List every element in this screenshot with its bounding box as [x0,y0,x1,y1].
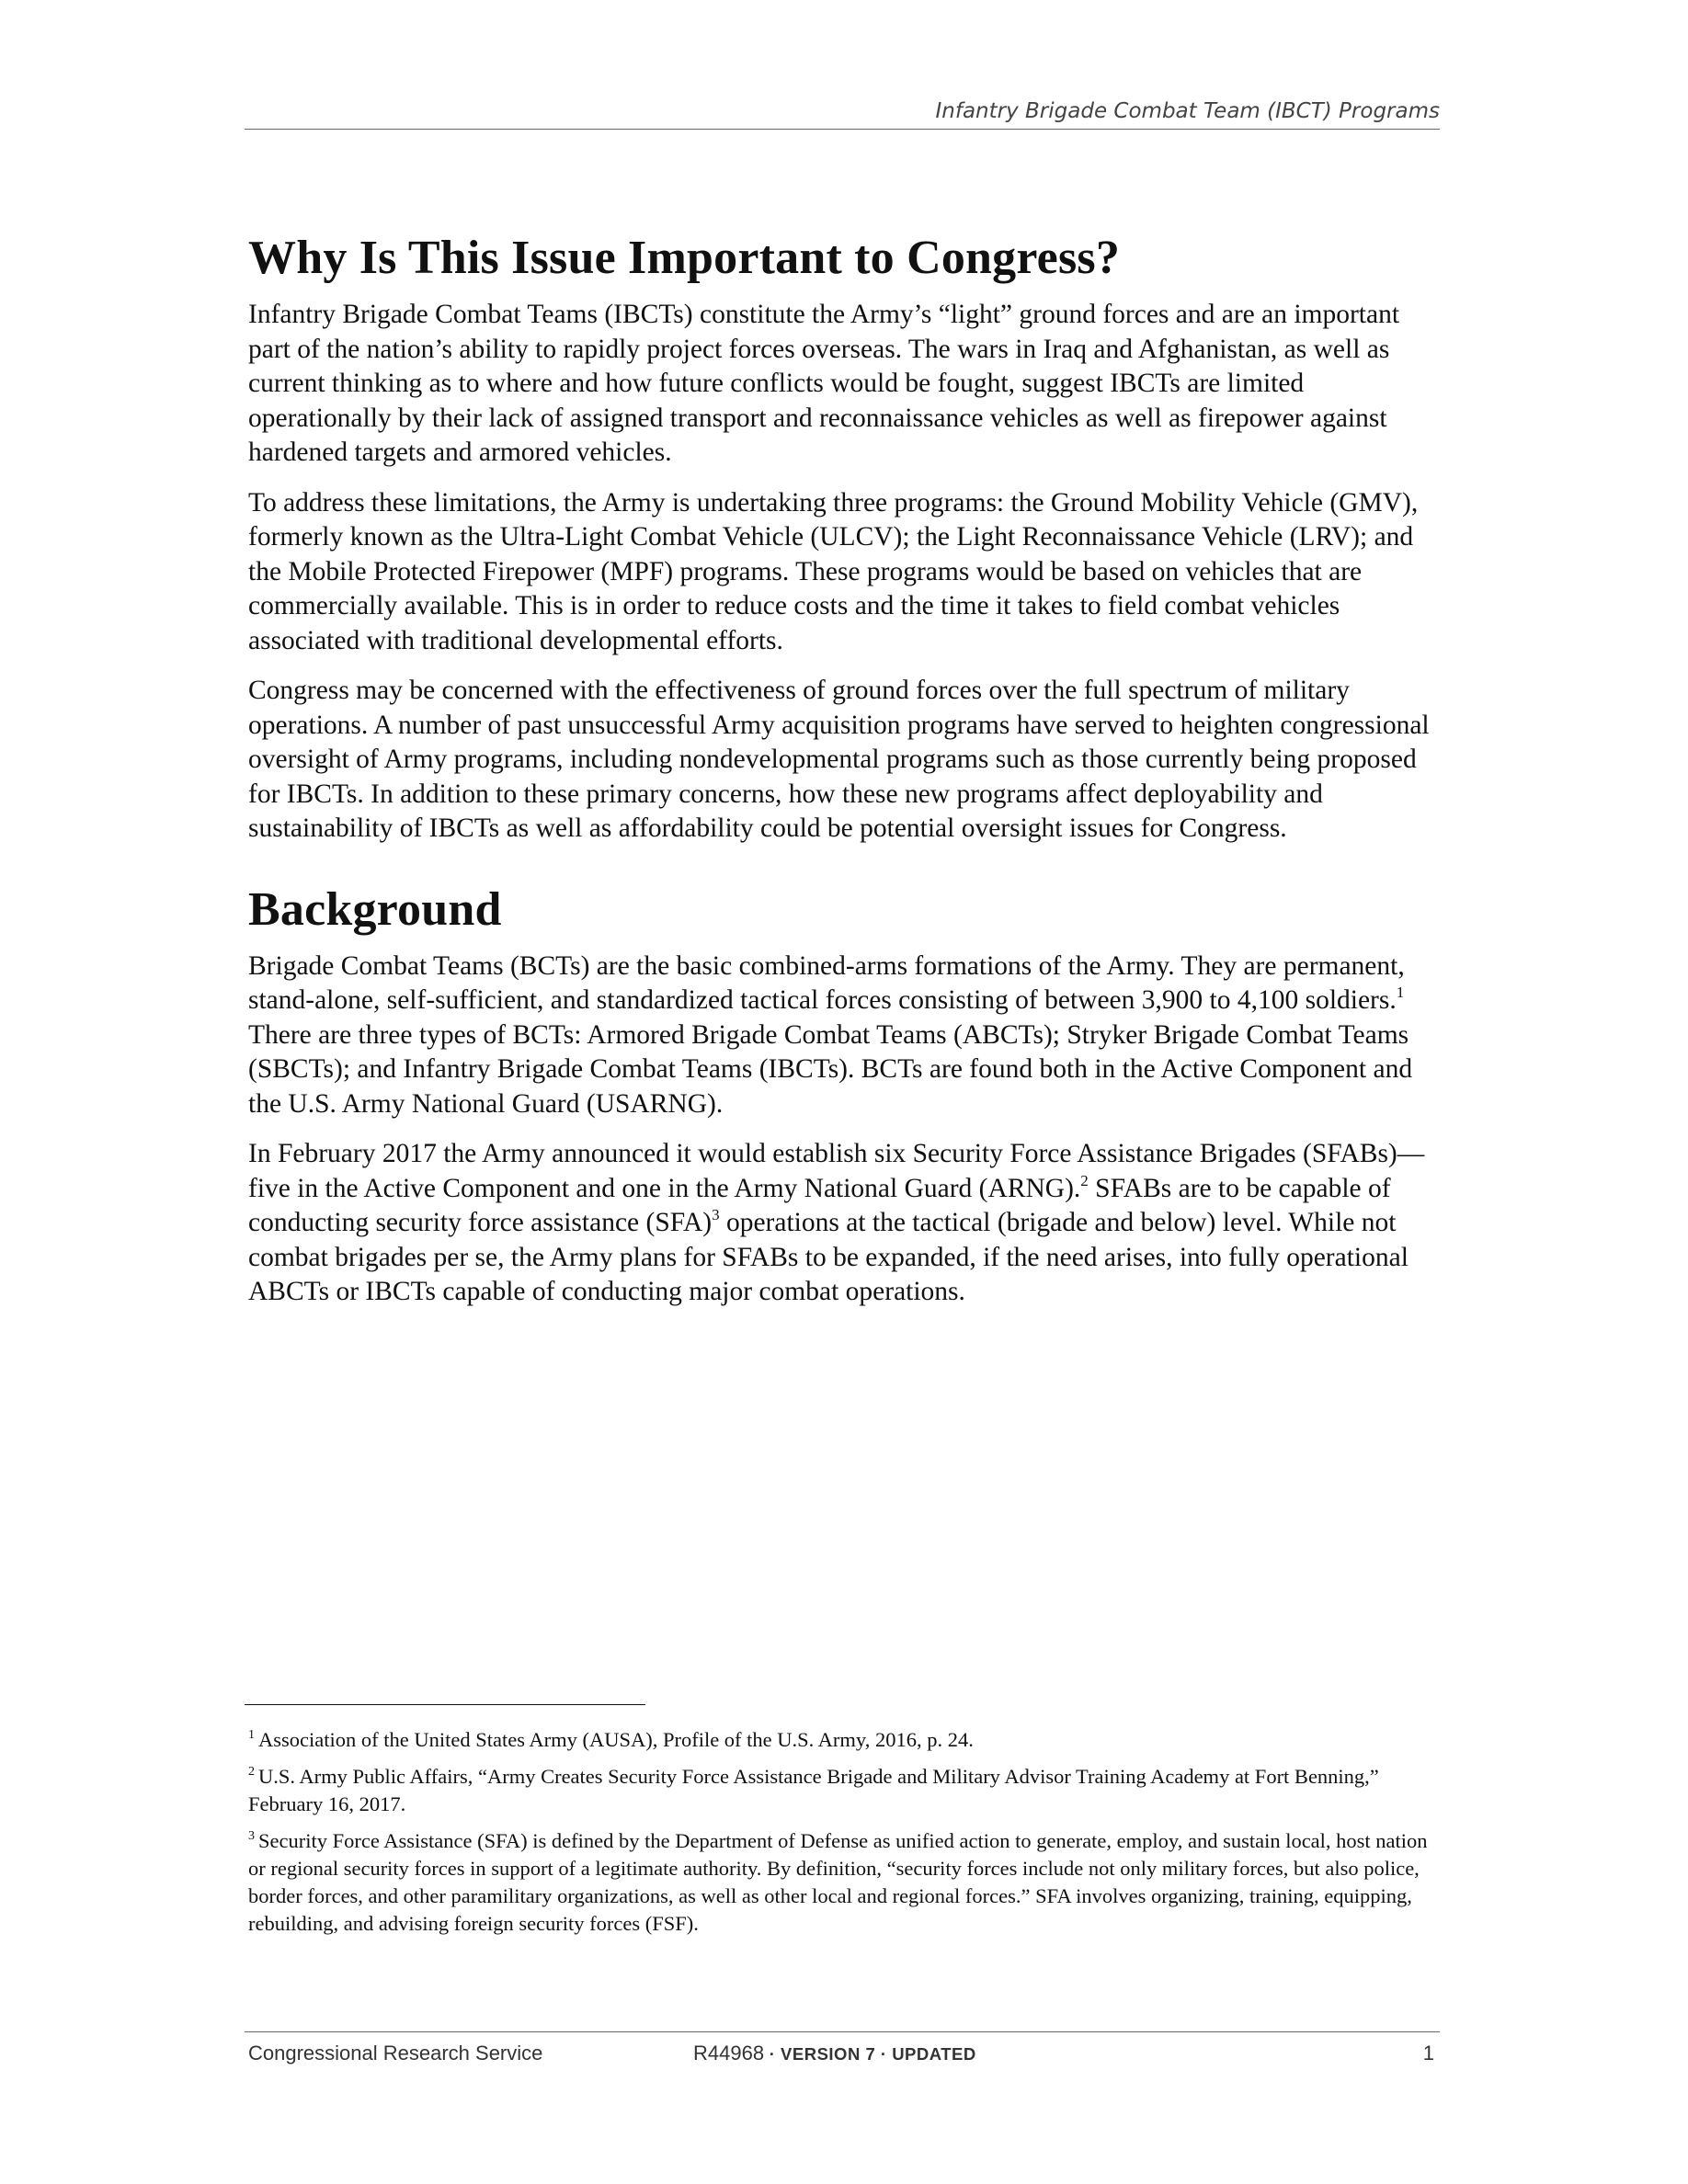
footnote [248,1827,1443,1938]
paragraph: To address these limitations, the Army is undertaking three programs: the Ground Mobility Vehicle (GMV), formerly known as the Ultra-Light Combat Vehicle (ULCV); the Light Reconnaissance Vehicle (LRV); and the Mobile Protected Firepower (MPF) programs. These programs would be based on vehicles that are commercially available. This is in order to reduce costs and the time it takes to field combat vehicles associated with traditional developmental efforts. [248,487,1419,655]
footnotes [248,1726,1443,1947]
paragraph: Infantry Brigade Combat Teams (IBCTs) constitute the Army’s “light” ground forces and are an important part of the nation’s ability to rapidly project forces overseas. The wars in Iraq and Afghanistan, as well as current thinking as to where and how future conflicts would be fought, suggest IBCTs are limited operationally by their lack of assigned transport and reconnaissance vehicles as well as firepower against hardened targets and armored vehicles. [248,300,1400,467]
report-version: VERSION 7 [781,2044,876,2064]
page-footer [245,2031,1440,2069]
paragraph [248,950,1443,1122]
paragraph-text: operations at the tactical (brigade and below) level. While not combat brigades per se, the Army plans for SFABs to be expanded, if the need arises, into fully operational ABCTs or IBCTs capable of conducting major combat operations. [248,1208,1409,1306]
paragraph-text: In February 2017 the Army announced it would establish six Security Force Assistance Brigades (SFABs)—five in the Active Component and one in the Army National Guard (ARNG). [248,1139,1425,1203]
report-number: R44968 [693,2042,765,2065]
paragraph-text: There are three types of BCTs: Armored Brigade Combat Teams (ABCTs); Stryker Brigade Combat Teams (SBCTs); and Infantry Brigade Combat Teams (IBCTs). BCTs are found both in the Active Component and the U.S. Army National Guard (USARNG). [248,1019,1413,1119]
separator: · [875,2044,893,2064]
footnote [248,1763,1443,1818]
running-header [245,97,1440,130]
separator: · [764,2044,781,2064]
footer-source: Congressional Research Service [248,2042,543,2065]
running-title: Infantry Brigade Combat Team (IBCT) Programs [935,99,1440,123]
footnote-ref[interactable]: 2 [1080,1171,1089,1189]
footer-rule [245,2031,1440,2032]
section-heading-background: Background [248,882,502,936]
paragraph-text: Brigade Combat Teams (BCTs) are the basic combined-arms formations of the Army. They are permanent, stand-alone, self-sufficient, and standardized tactical forces consisting of between 3,900 to 4,100 soldiers. [248,950,1405,1015]
footnote-text: Association of the United States Army (AUSA), Profile of the U.S. Army, 2016, p. 24. [258,1728,974,1751]
paragraph-text: SFABs are to be capable of conducting security force assistance (SFA) [248,1173,1391,1237]
footnote-number: 1 [248,1728,255,1742]
section-heading-importance: Why Is This Issue Important to Congress? [248,232,1121,284]
footnote [248,1726,1443,1754]
report-status: UPDATED [892,2044,976,2064]
footnote-text: Security Force Assistance (SFA) is defined by the Department of Defense as unified action to generate, employ, and sustain local, host nation or regional security forces in support of a legitimate authority. By definition, “security forces include not only military forces, but also police, border forces, and other paramilitary organizations, as well as other local and regional forces.” SFA involves organizing, training, equipping, rebuilding, and advising foreign security forces (FSF). [248,1829,1428,1935]
header-rule [245,129,1440,130]
footnote-number: 3 [248,1829,255,1843]
footnote-ref[interactable]: 1 [1396,984,1405,1001]
footnote-text: U.S. Army Public Affairs, “Army Creates Security Force Assistance Brigade and Military Advisor Training Academy at Fort Benning,” February 16, 2017. [248,1765,1379,1815]
footer-report-id [693,2042,976,2065]
footnote-number: 2 [248,1765,255,1779]
page-number: 1 [1422,2042,1434,2065]
paragraph [248,1137,1443,1310]
footnote-separator [245,1704,645,1705]
main-content [248,232,1443,1325]
footnote-ref[interactable]: 3 [712,1206,720,1223]
paragraph: Congress may be concerned with the effectiveness of ground forces over the full spectrum of military operations. A number of past unsuccessful Army acquisition programs have served to heighten congressional oversight of Army programs, including nondevelopmental programs such as those currently being proposed for IBCTs. In addition to these primary concerns, how these new programs affect deployability and sustainability of IBCTs as well as affordability could be potential oversight issues for Congress. [248,676,1430,843]
